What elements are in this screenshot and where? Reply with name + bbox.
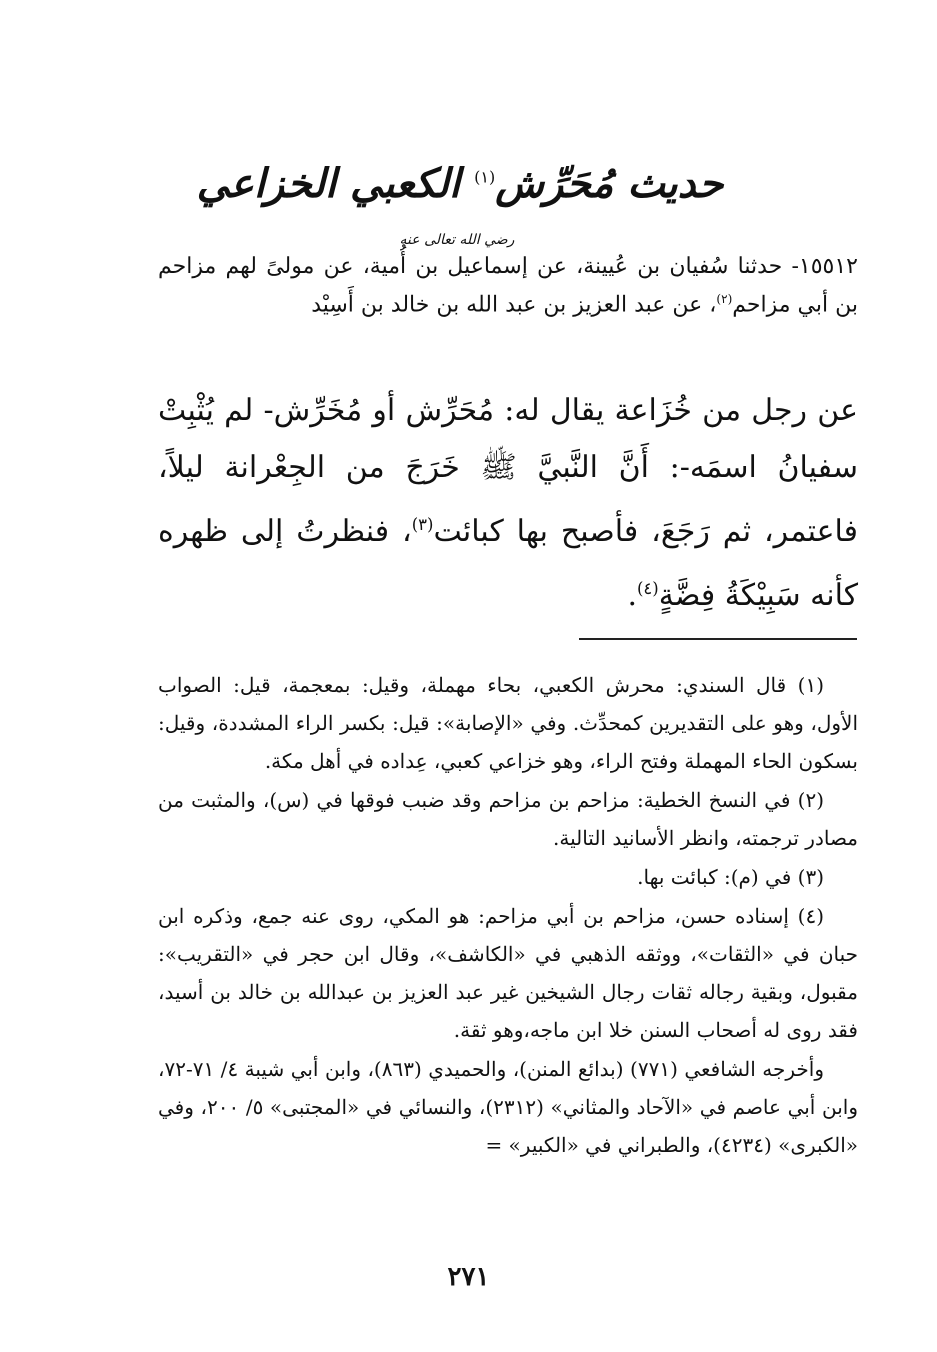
matn-part-2: ، فنظرتُ إلى ظهره كأنه سَبِيْكَةُ فِضَّةٍ xyxy=(158,514,858,613)
isnad-end: ، عن عبد العزيز بن عبد الله بن خالد بن أَسِيْد xyxy=(311,292,717,318)
footnote-divider xyxy=(579,638,857,640)
matn-footnote-marker-4: (٤) xyxy=(636,579,659,598)
heading-footnote-marker: (١) xyxy=(474,167,496,187)
heading-title-rest: الكعبي الخزاعي xyxy=(196,160,461,207)
footnotes xyxy=(158,666,858,1165)
hadith-isnad xyxy=(158,250,858,321)
matn-footnote-marker-3: (٣) xyxy=(411,515,434,534)
isnad-text: ١٥٥١٢- حدثنا سُفيان بن عُيينة، عن إسماعيل بن أُمية، عن مولىً لهم مزاحم بن أبي مزاحم xyxy=(158,254,858,318)
page-number: ٢٧١ xyxy=(447,1262,490,1292)
heading-honorific: رضي الله تعالى عنه xyxy=(399,232,515,248)
hadith-heading xyxy=(180,160,740,254)
heading-title-main: حديث مُحَرِّش xyxy=(495,160,724,207)
hadith-matn xyxy=(158,382,858,624)
matn-end: . xyxy=(627,578,637,613)
matn-part-1: عن رجل من خُزَاعة يقال له: مُحَرِّش أو مُخَرِّش- لم يُثْبِتْ سفيانُ اسمَه-: أَنَّ النَّبيَّ ﷺ خَرَجَ من الجِعْرانة ليلاً، فاعتمر، ثم رَجَعَ، فأصبح بها كبائت xyxy=(158,393,858,549)
isnad-footnote-marker: (٢) xyxy=(716,292,733,306)
footnote-3: (٣) في (م): كبائت بها. xyxy=(637,865,824,889)
footnote-4: (٤) إسناده حسن، مزاحم بن أبي مزاحم: هو المكي، روى عنه جمع، وذكره ابن حبان في «الثقات»، ووثقه الذهبي في «الكاشف»، وقال ابن حجر في «التقريب»: مقبول، وبقية رجاله ثقات رجال الشيخين غير عبد العزيز بن عبدالله بن خالد بن أسيد، فقد روى له أصحاب السنن خلا ابن ماجه،وهو ثقة. xyxy=(158,904,858,1042)
footnote-2: (٢) في النسخ الخطية: مزاحم بن مزاحم وقد ضبب فوقها في (س)، والمثبت من مصادر ترجمته، وانظر الأسانيد التالية. xyxy=(158,788,858,850)
footnote-4-continuation: وأخرجه الشافعي (٧٧١) (بدائع المنن)، والحميدي (٨٦٣)، وابن أبي شيبة ٤/ ٧١-٧٢، وابن أبي عاصم في «الآحاد والمثاني» (٢٣١٢)، والنسائي في «المجتبى» ٥/ ٢٠٠، وفي «الكبرى» (٤٢٣٤)، والطبراني في «الكبير» = xyxy=(158,1057,858,1157)
footnote-1: (١) قال السندي: محرش الكعبي، بحاء مهملة، وقيل: بمعجمة، قيل: الصواب الأول، وهو على التقديرين كمحدِّث. وفي «الإصابة»: قيل: بكسر الراء المشددة، وقيل: بسكون الحاء المهملة وفتح الراء، وهو خزاعي كعبي، عِداده في أهل مكة. xyxy=(158,673,858,773)
